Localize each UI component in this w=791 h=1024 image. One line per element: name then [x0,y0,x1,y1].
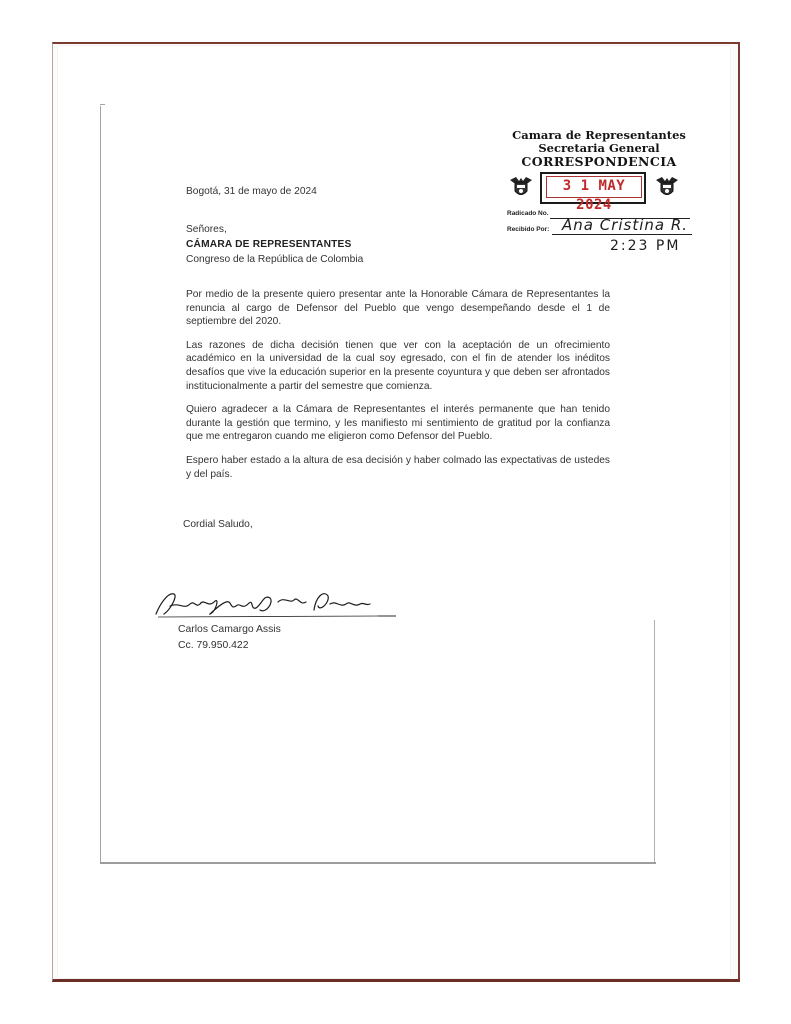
coat-of-arms-icon [654,174,680,200]
copy-frame-right [654,620,655,862]
copy-frame-left [100,106,101,862]
stamp-line-1: Camara de Representantes [512,128,686,142]
salutation: Señores, [186,224,227,235]
paragraph: Por medio de la presente quiero presentar ante la Honorable Cámara de Representantes la renuncia al cargo de Defensor del Pueblo que vengo desempeñando desde el 1 de septiembre del 2020. [186,289,610,328]
letter-date: Bogotá, 31 de mayo de 2024 [186,186,317,197]
recibido-label: Recibido Por: [507,226,550,233]
signer-block [178,622,281,654]
recipient-subtitle: Congreso de la República de Colombia [186,254,364,265]
paragraph: Espero haber estado a la altura de esa decisión y haber colmado las expectativas de ustedes y del país. [186,454,610,480]
letter-body [186,288,610,491]
signer-id: Cc. 79.950.422 [178,640,249,651]
radicado-label: Radicado No. [507,210,549,217]
stamp-date: 3 1 MAY 2024 [546,176,642,198]
coat-of-arms-icon [508,174,534,200]
stamp-line-3: CORRESPONDENCIA [521,154,677,169]
handwritten-signature [150,584,400,624]
recibido-line [552,234,692,235]
paragraph: Quiero agradecer a la Cámara de Representantes el interés permanente que han tenido durante la gestión que termino, y les manifiesto mi sentimiento de gratitud por la confianza que me entregaron cuando me eligieron como Defensor del Pueblo. [186,404,610,443]
handwritten-time: 2:23 PM [610,238,681,254]
stamp-line-2: Secretaria General [538,141,660,155]
handwritten-receiver: Ana Cristina R. [562,216,689,234]
copy-frame-corner [100,104,105,105]
copy-frame-bottom [100,862,656,864]
closing: Cordial Saludo, [183,519,253,530]
recipient-name: CÁMARA DE REPRESENTANTES [186,239,352,250]
paragraph: Las razones de dicha decisión tienen que ver con la aceptación de un ofrecimiento académico en la universidad de la cual soy egresado, con el fin de atender los inéditos desafíos que vive la educación superior en la presente coyuntura y que deben ser afrontados institucionalmente a partir del semestre que comienza. [186,339,610,392]
recipient-block [186,222,363,267]
signer-name: Carlos Camargo Assis [178,624,281,635]
